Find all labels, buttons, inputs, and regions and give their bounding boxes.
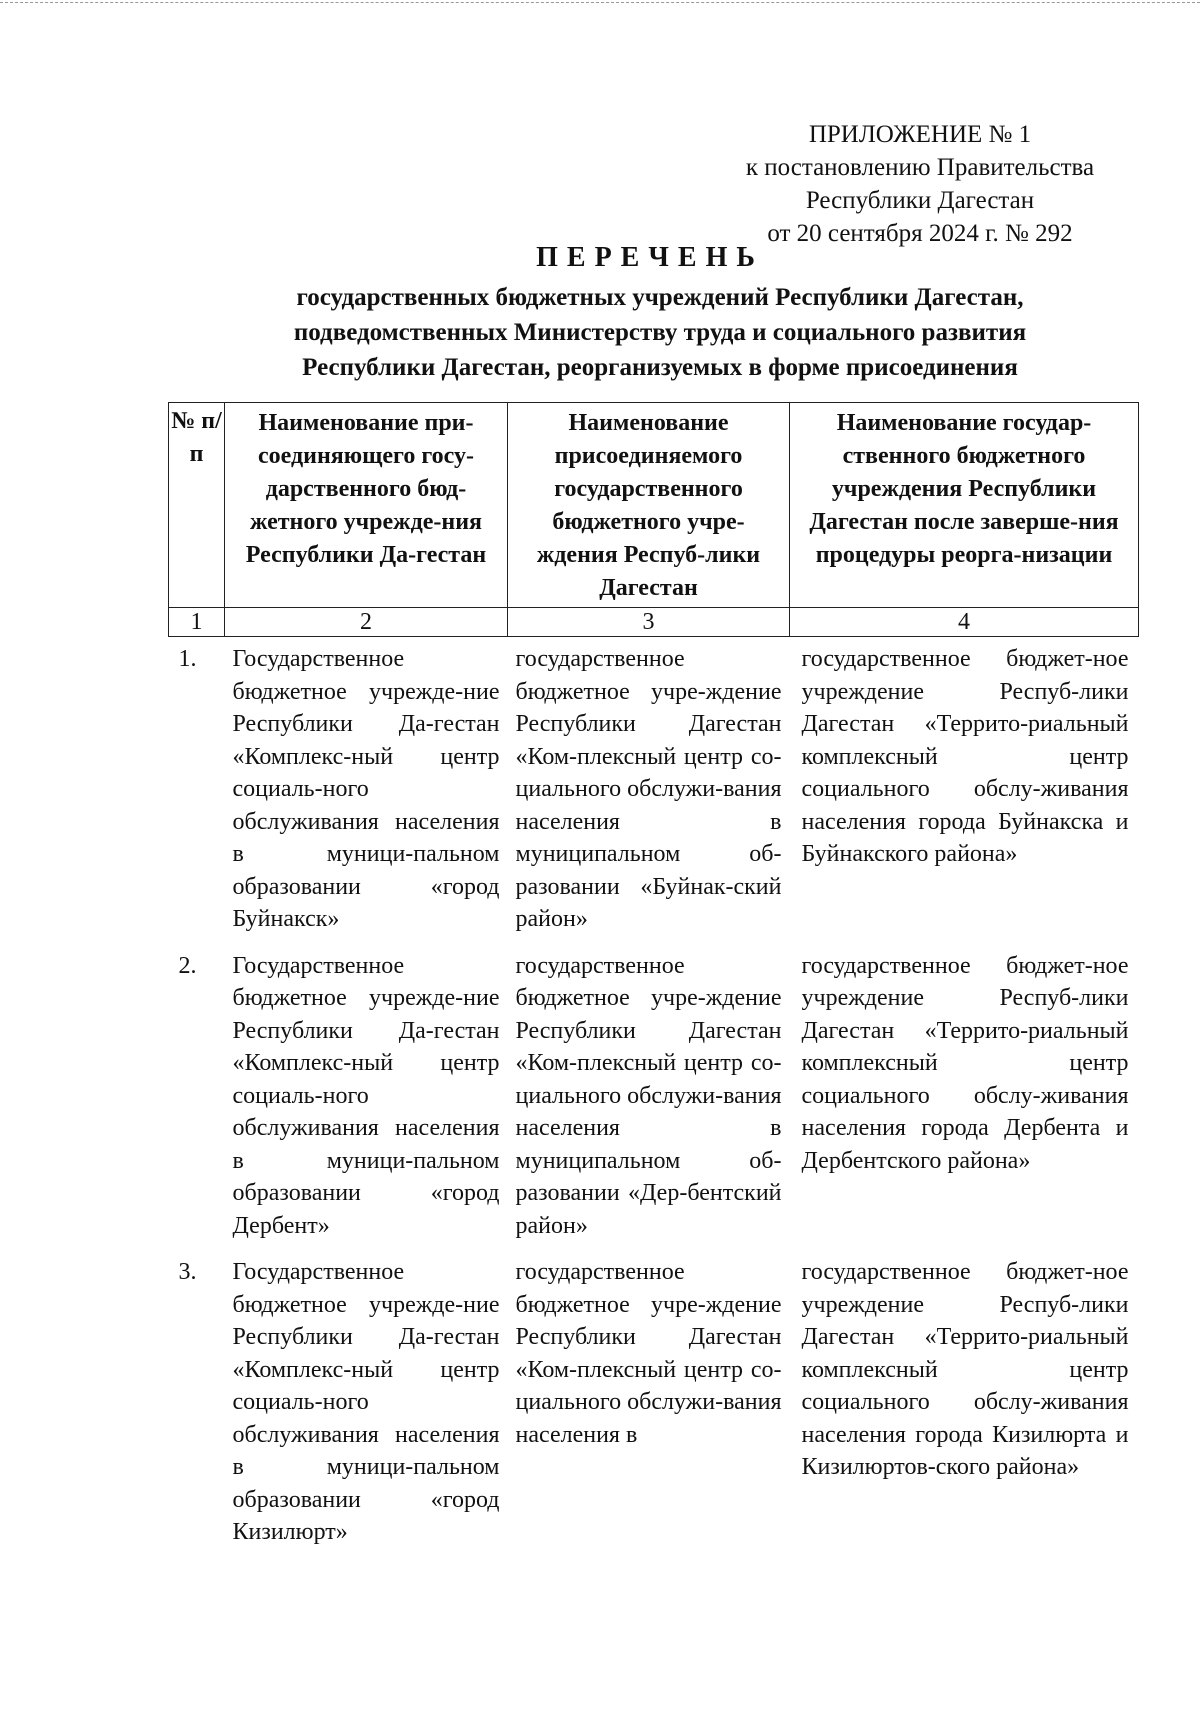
subtitle-line-3: Республики Дагестан, реорганизуемых в форме присоединения — [302, 354, 1018, 381]
appendix-republic-line: Республики Дагестан — [805, 187, 1035, 214]
header-resulting-institution: Наименование государ-ственного бюджетного учреждения Республики Дагестан после заверше-ния процедуры реорга-низации — [790, 403, 1139, 608]
subtitle-line-1: государственных бюджетных учреждений Республики Дагестан, — [296, 284, 1024, 311]
header-joining-institution: Наименование при-соединяющего госу-дарственного бюд-жетного учрежде-ния Республики Да-гестан — [225, 403, 508, 608]
resulting-institution-cell: государственное бюджет-ное учреждение Респуб-лики Дагестан «Террито-риальный комплексный центр социального обслу-живания населения города Дербента и Дербентского района» — [801, 952, 1129, 1174]
header-joined-institution: Наименование присоединяемого государственного бюджетного учре-ждения Респуб-лики Дагестан — [508, 403, 790, 608]
joined-institution-cell: государственное бюджетное учре-ждение Республики Дагестан «Ком-плексный центр со-циального обслужи-вания населения в — [515, 1259, 782, 1448]
table-row — [169, 1250, 1139, 1557]
joined-institution-cell: государственное бюджетное учре-ждение Республики Дагестан «Ком-плексный центр со-циального обслужи-вания населения в муниципальном об-разовании «Дер-бентский район» — [515, 952, 782, 1239]
joining-institution-cell: Государственное бюджетное учрежде-ние Республики Да-гестан «Комплекс-ный центр социаль-ного обслуживания населения в муници-пальном образовании «город Буйнакск» — [232, 646, 500, 932]
column-number: 3 — [508, 608, 790, 637]
header-number: № п/п — [169, 403, 225, 608]
subtitle-line-2: подведомственных Министерству труда и социального развития — [293, 319, 1027, 346]
joining-institution-cell: Государственное бюджетное учрежде-ние Республики Да-гестан «Комплекс-ный центр социаль-ного обслуживания населения в муници-пальном образовании «город Дербент» — [232, 952, 500, 1239]
appendix-block — [700, 118, 1140, 250]
column-number: 1 — [169, 608, 225, 637]
appendix-resolution-line: к постановлению Правительства — [745, 154, 1095, 181]
column-number-row — [169, 608, 1139, 637]
scan-edge-line — [0, 2, 1200, 4]
table-row — [169, 637, 1139, 944]
column-number: 4 — [790, 608, 1139, 637]
resulting-institution-cell: государственное бюджет-ное учреждение Респуб-лики Дагестан «Террито-риальный комплексный центр социального обслу-живания населения города Кизилюрта и Кизилюртов-ского района» — [801, 1259, 1129, 1480]
appendix-date-line: от 20 сентября 2024 г. № 292 — [767, 220, 1073, 247]
document-title: ПЕРЕЧЕНЬ — [536, 242, 764, 273]
table-header-row — [169, 403, 1139, 608]
table-row — [169, 944, 1139, 1251]
row-number: 1. — [178, 646, 197, 672]
appendix-number: ПРИЛОЖЕНИЕ № 1 — [808, 121, 1032, 148]
joined-institution-cell: государственное бюджетное учре-ждение Республики Дагестан «Ком-плексный центр со-циального обслужи-вания населения в муниципальном об-разовании «Буйнак-ский район» — [515, 646, 782, 932]
joining-institution-cell: Государственное бюджетное учрежде-ние Республики Да-гестан «Комплекс-ный центр социаль-ного обслуживания населения в муници-пальном образовании «город Кизилюрт» — [232, 1259, 500, 1545]
resulting-institution-cell: государственное бюджет-ное учреждение Респуб-лики Дагестан «Террито-риальный комплексный центр социального обслу-живания населения города Буйнакска и Буйнакского района» — [801, 646, 1129, 867]
row-number: 3. — [178, 1259, 197, 1285]
row-number: 2. — [178, 952, 197, 979]
document-subtitle — [200, 280, 1120, 385]
column-number: 2 — [225, 608, 508, 637]
institutions-table — [168, 402, 1139, 1557]
